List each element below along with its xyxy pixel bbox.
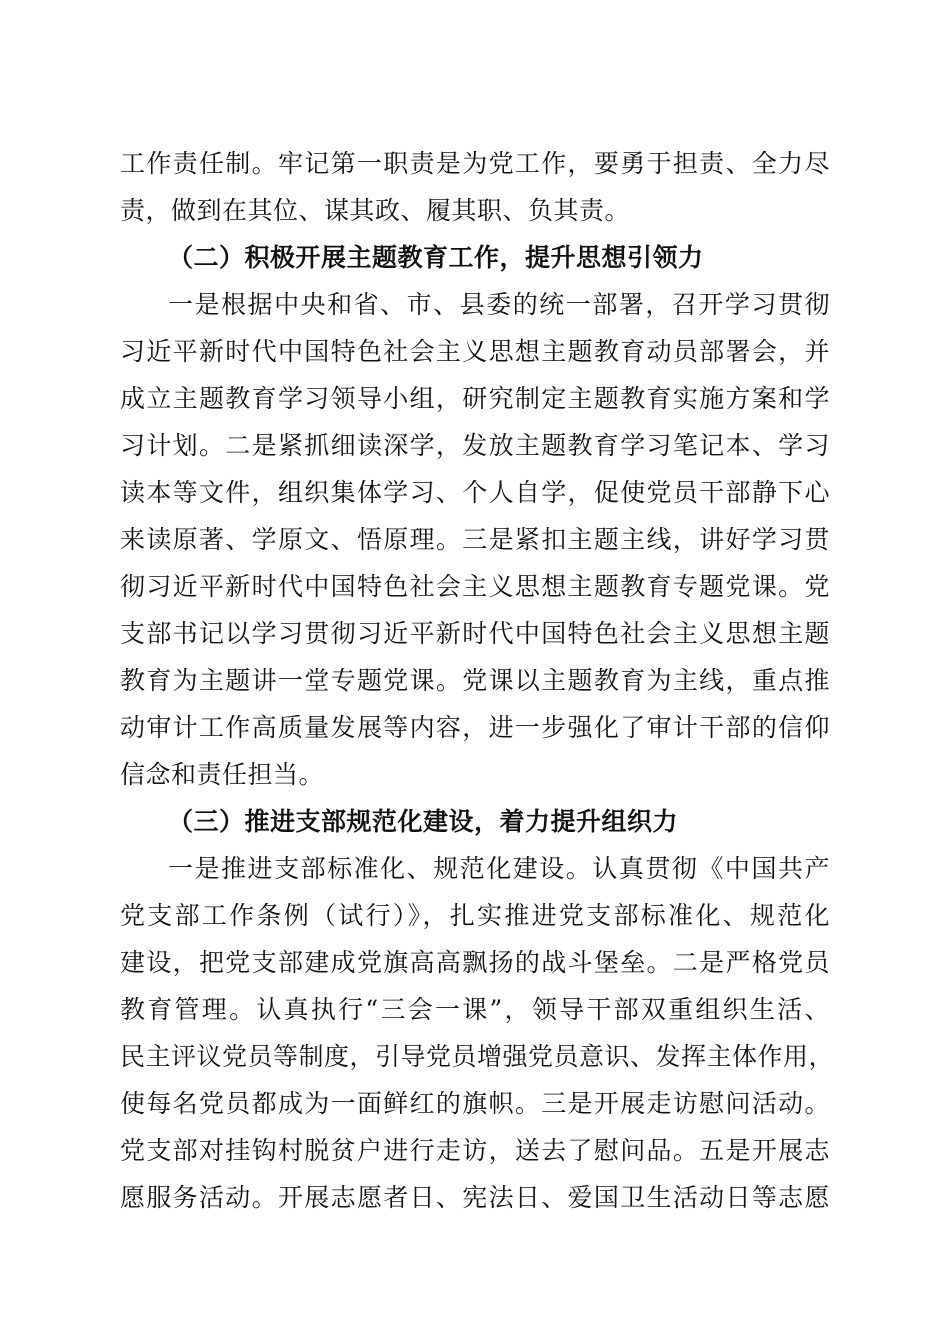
body-line: 教育为主题讲一堂专题党课。党课以主题教育为主线，重点推 <box>120 666 830 695</box>
body-line: 教育管理。认真执行“三会一课”，领导干部双重组织生活、 <box>120 995 830 1024</box>
paragraph-first-line: 一是推进支部标准化、规范化建设。认真贯彻《中国共产 <box>168 854 830 883</box>
body-line: 动审计工作高质量发展等内容，进一步强化了审计干部的信仰 <box>120 713 830 742</box>
body-line: 党支部对挂钩村脱贫户进行走访，送去了慰问品。五是开展志 <box>120 1136 830 1165</box>
body-line: 习计划。二是紧抓细读深学，发放主题教育学习笔记本、学习 <box>120 431 830 460</box>
body-line: 彻习近平新时代中国特色社会主义思想主题教育专题党课。党 <box>120 572 830 601</box>
body-line: 来读原著、学原文、悟原理。三是紧扣主题主线，讲好学习贯 <box>120 525 830 554</box>
body-line: 信念和责任担当。 <box>120 760 325 789</box>
body-line: 工作责任制。牢记第一职责是为党工作，要勇于担责、全力尽 <box>120 149 830 178</box>
body-line: 支部书记以学习贯彻习近平新时代中国特色社会主义思想主题 <box>120 619 830 648</box>
body-line: 读本等文件，组织集体学习、个人自学，促使党员干部静下心 <box>120 478 830 507</box>
body-line: 习近平新时代中国特色社会主义思想主题教育动员部署会，并 <box>120 337 830 366</box>
section-heading: （三）推进支部规范化建设，着力提升组织力 <box>168 807 679 836</box>
section-heading: （二）积极开展主题教育工作，提升思想引领力 <box>168 243 704 272</box>
body-line: 使每名党员都成为一面鲜红的旗帜。三是开展走访慰问活动。 <box>120 1089 830 1118</box>
body-line: 党支部工作条例（试行）》，扎实推进党支部标准化、规范化 <box>120 901 830 930</box>
body-line: 愿服务活动。开展志愿者日、宪法日、爱国卫生活动日等志愿 <box>120 1183 830 1212</box>
body-line: 民主评议党员等制度，引导党员增强党员意识、发挥主体作用， <box>120 1042 835 1071</box>
paragraph-first-line: 一是根据中央和省、市、县委的统一部署，召开学习贯彻 <box>168 290 830 319</box>
body-line: 建设，把党支部建成党旗高高飘扬的战斗堡垒。二是严格党员 <box>120 948 830 977</box>
body-line: 成立主题教育学习领导小组，研究制定主题教育实施方案和学 <box>120 384 830 413</box>
body-line: 责，做到在其位、谋其政、履其职、负其责。 <box>120 196 631 225</box>
